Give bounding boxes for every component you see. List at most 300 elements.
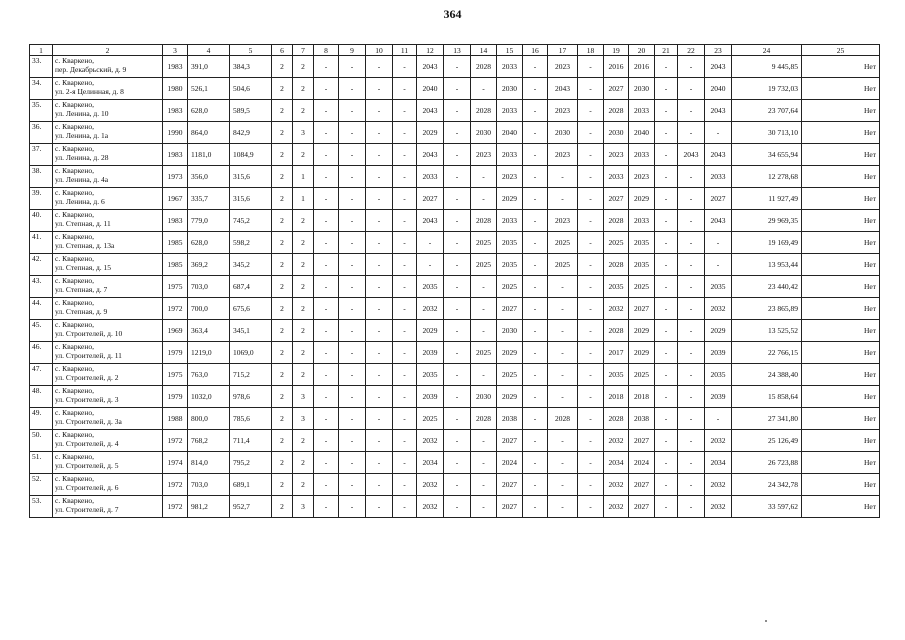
cell-col-9: - [339, 56, 366, 78]
column-number-cell: 13 [444, 45, 471, 56]
cell-col-8: - [314, 144, 339, 166]
cell-col-25: Нет [802, 452, 880, 474]
address-street: ул. Степная, д. 11 [55, 219, 111, 228]
cell-col-17: - [548, 342, 578, 364]
column-number-cell: 10 [366, 45, 393, 56]
cell-col-5: 711,4 [230, 430, 272, 452]
cell-col-15: 2030 [497, 78, 523, 100]
cell-col-24: 12 278,68 [732, 166, 802, 188]
cell-col-22: 2043 [678, 144, 705, 166]
cell-col-12: 2034 [417, 452, 444, 474]
cell-col-7: 2 [293, 452, 314, 474]
address-cell [53, 276, 163, 298]
cell-col-24: 23 865,89 [732, 298, 802, 320]
cell-col-4: 703,0 [188, 474, 230, 496]
cell-col-17: 2023 [548, 100, 578, 122]
cell-col-13: - [444, 364, 471, 386]
address-street: ул. Степная, д. 13а [55, 241, 115, 250]
cell-col-5: 978,6 [230, 386, 272, 408]
cell-col-15: 2033 [497, 100, 523, 122]
cell-col-25: Нет [802, 408, 880, 430]
cell-col-24: 26 723,88 [732, 452, 802, 474]
cell-col-3: 1983 [163, 56, 188, 78]
cell-col-25: Нет [802, 144, 880, 166]
cell-col-3: 1975 [163, 276, 188, 298]
cell-col-6: 2 [272, 298, 293, 320]
cell-col-3: 1967 [163, 188, 188, 210]
cell-col-10: - [366, 320, 393, 342]
cell-col-9: - [339, 474, 366, 496]
cell-col-20: 2035 [629, 254, 655, 276]
cell-col-19: 2032 [604, 298, 629, 320]
cell-col-21: - [655, 166, 678, 188]
table-row [30, 364, 880, 386]
cell-col-23: 2043 [705, 144, 732, 166]
cell-col-20: 2025 [629, 364, 655, 386]
table-row [30, 254, 880, 276]
cell-col-11: - [393, 364, 417, 386]
cell-col-3: 1988 [163, 408, 188, 430]
cell-col-24: 15 858,64 [732, 386, 802, 408]
cell-col-18: - [578, 452, 604, 474]
cell-col-12: - [417, 232, 444, 254]
address-settlement: с. Кваркено, [55, 188, 95, 197]
cell-col-12: 2043 [417, 100, 444, 122]
address-cell [53, 474, 163, 496]
column-number-cell: 9 [339, 45, 366, 56]
cell-col-14: 2023 [471, 144, 497, 166]
cell-col-20: 2024 [629, 452, 655, 474]
cell-col-19: 2035 [604, 276, 629, 298]
cell-col-5: 952,7 [230, 496, 272, 518]
cell-col-22: - [678, 364, 705, 386]
cell-col-23: - [705, 254, 732, 276]
cell-col-8: - [314, 100, 339, 122]
address-settlement: с. Кваркено, [55, 452, 95, 461]
cell-col-18: - [578, 78, 604, 100]
cell-col-14: 2028 [471, 210, 497, 232]
cell-col-16: - [523, 320, 548, 342]
cell-col-20: 2040 [629, 122, 655, 144]
address-settlement: с. Кваркено, [55, 320, 95, 329]
cell-col-17: - [548, 452, 578, 474]
cell-col-10: - [366, 342, 393, 364]
column-number-cell: 24 [732, 45, 802, 56]
cell-col-6: 2 [272, 188, 293, 210]
column-number-cell: 1 [30, 45, 53, 56]
cell-col-13: - [444, 452, 471, 474]
cell-col-10: - [366, 298, 393, 320]
page-number: 364 [443, 7, 462, 21]
cell-col-23: 2032 [705, 430, 732, 452]
cell-col-20: 2027 [629, 298, 655, 320]
cell-col-5: 384,3 [230, 56, 272, 78]
address-cell [53, 78, 163, 100]
cell-col-23: 2039 [705, 386, 732, 408]
address-street: ул. Строителей, д. 10 [55, 329, 123, 338]
cell-col-9: - [339, 188, 366, 210]
cell-col-8: - [314, 364, 339, 386]
cell-col-19: 2034 [604, 452, 629, 474]
cell-col-14: 2025 [471, 254, 497, 276]
table-row [30, 210, 880, 232]
cell-col-14: 2028 [471, 56, 497, 78]
cell-col-24: 30 713,10 [732, 122, 802, 144]
cell-col-8: - [314, 452, 339, 474]
cell-col-8: - [314, 474, 339, 496]
cell-col-5: 345,1 [230, 320, 272, 342]
cell-col-12: 2027 [417, 188, 444, 210]
cell-col-13: - [444, 166, 471, 188]
cell-col-6: 2 [272, 78, 293, 100]
address-settlement: с. Кваркено, [55, 56, 95, 65]
cell-col-18: - [578, 232, 604, 254]
row-number: 36. [30, 122, 53, 144]
cell-col-20: 2018 [629, 386, 655, 408]
row-number: 42. [30, 254, 53, 276]
table-body [30, 45, 880, 518]
cell-col-18: - [578, 144, 604, 166]
cell-col-12: 2035 [417, 276, 444, 298]
cell-col-13: - [444, 408, 471, 430]
cell-col-22: - [678, 452, 705, 474]
table-row [30, 408, 880, 430]
cell-col-19: 2032 [604, 474, 629, 496]
cell-col-21: - [655, 210, 678, 232]
address-street: ул. Строителей, д. 3а [55, 417, 122, 426]
cell-col-19: 2028 [604, 320, 629, 342]
cell-col-24: 23 440,42 [732, 276, 802, 298]
cell-col-3: 1985 [163, 254, 188, 276]
cell-col-6: 2 [272, 232, 293, 254]
address-street: ул. Строителей, д. 2 [55, 373, 119, 382]
cell-col-9: - [339, 100, 366, 122]
cell-col-5: 785,6 [230, 408, 272, 430]
cell-col-14: 2028 [471, 408, 497, 430]
cell-col-18: - [578, 100, 604, 122]
cell-col-25: Нет [802, 254, 880, 276]
cell-col-8: - [314, 408, 339, 430]
cell-col-11: - [393, 188, 417, 210]
cell-col-12: 2032 [417, 474, 444, 496]
cell-col-17: - [548, 496, 578, 518]
cell-col-4: 363,4 [188, 320, 230, 342]
cell-col-5: 689,1 [230, 474, 272, 496]
cell-col-21: - [655, 254, 678, 276]
cell-col-18: - [578, 188, 604, 210]
cell-col-12: 2043 [417, 144, 444, 166]
cell-col-24: 19 732,03 [732, 78, 802, 100]
address-settlement: с. Кваркено, [55, 210, 95, 219]
cell-col-15: 2025 [497, 276, 523, 298]
cell-col-16: - [523, 342, 548, 364]
cell-col-15: 2030 [497, 320, 523, 342]
row-number: 46. [30, 342, 53, 364]
cell-col-20: 2035 [629, 232, 655, 254]
cell-col-5: 745,2 [230, 210, 272, 232]
cell-col-16: - [523, 254, 548, 276]
address-settlement: с. Кваркено, [55, 298, 95, 307]
address-street: ул. Степная, д. 7 [55, 285, 108, 294]
cell-col-3: 1975 [163, 364, 188, 386]
cell-col-17: - [548, 188, 578, 210]
cell-col-15: 2033 [497, 210, 523, 232]
cell-col-21: - [655, 430, 678, 452]
cell-col-14: - [471, 276, 497, 298]
cell-col-10: - [366, 254, 393, 276]
row-number: 38. [30, 166, 53, 188]
column-number-cell: 3 [163, 45, 188, 56]
cell-col-25: Нет [802, 298, 880, 320]
cell-col-14: - [471, 78, 497, 100]
cell-col-13: - [444, 232, 471, 254]
cell-col-5: 589,5 [230, 100, 272, 122]
row-number: 37. [30, 144, 53, 166]
cell-col-25: Нет [802, 122, 880, 144]
cell-col-4: 526,1 [188, 78, 230, 100]
cell-col-19: 2028 [604, 210, 629, 232]
cell-col-3: 1974 [163, 452, 188, 474]
cell-col-18: - [578, 386, 604, 408]
cell-col-23: 2032 [705, 298, 732, 320]
cell-col-12: 2032 [417, 430, 444, 452]
column-number-cell: 12 [417, 45, 444, 56]
cell-col-15: 2038 [497, 408, 523, 430]
cell-col-20: 2025 [629, 276, 655, 298]
cell-col-9: - [339, 364, 366, 386]
cell-col-24: 19 169,49 [732, 232, 802, 254]
row-number: 40. [30, 210, 53, 232]
cell-col-18: - [578, 364, 604, 386]
cell-col-25: Нет [802, 276, 880, 298]
cell-col-11: - [393, 386, 417, 408]
address-street: ул. 2-я Целинная, д. 8 [55, 87, 124, 96]
cell-col-5: 345,2 [230, 254, 272, 276]
address-settlement: с. Кваркено, [55, 100, 95, 109]
cell-col-21: - [655, 276, 678, 298]
table-row [30, 232, 880, 254]
cell-col-21: - [655, 320, 678, 342]
column-number-cell: 23 [705, 45, 732, 56]
cell-col-22: - [678, 78, 705, 100]
column-number-cell: 4 [188, 45, 230, 56]
cell-col-12: 2029 [417, 320, 444, 342]
cell-col-4: 800,0 [188, 408, 230, 430]
cell-col-25: Нет [802, 342, 880, 364]
cell-col-20: 2033 [629, 144, 655, 166]
cell-col-22: - [678, 56, 705, 78]
cell-col-3: 1973 [163, 166, 188, 188]
cell-col-10: - [366, 408, 393, 430]
row-number: 39. [30, 188, 53, 210]
cell-col-10: - [366, 210, 393, 232]
cell-col-14: 2030 [471, 122, 497, 144]
cell-col-8: - [314, 320, 339, 342]
cell-col-14: 2025 [471, 232, 497, 254]
cell-col-18: - [578, 210, 604, 232]
cell-col-18: - [578, 320, 604, 342]
cell-col-25: Нет [802, 100, 880, 122]
column-number-cell: 22 [678, 45, 705, 56]
cell-col-13: - [444, 100, 471, 122]
cell-col-11: - [393, 452, 417, 474]
cell-col-20: 2029 [629, 188, 655, 210]
cell-col-18: - [578, 166, 604, 188]
cell-col-13: - [444, 298, 471, 320]
cell-col-19: 2027 [604, 188, 629, 210]
cell-col-17: - [548, 166, 578, 188]
table-row [30, 276, 880, 298]
cell-col-10: - [366, 100, 393, 122]
address-settlement: с. Кваркено, [55, 474, 95, 483]
cell-col-6: 2 [272, 210, 293, 232]
cell-col-7: 2 [293, 100, 314, 122]
cell-col-19: 2032 [604, 430, 629, 452]
cell-col-25: Нет [802, 496, 880, 518]
cell-col-16: - [523, 364, 548, 386]
address-cell [53, 56, 163, 78]
cell-col-14: - [471, 452, 497, 474]
cell-col-23: 2043 [705, 56, 732, 78]
column-number-cell: 17 [548, 45, 578, 56]
housing-registry-table [29, 44, 880, 518]
cell-col-7: 2 [293, 144, 314, 166]
cell-col-8: - [314, 430, 339, 452]
cell-col-23: - [705, 232, 732, 254]
address-settlement: с. Кваркено, [55, 342, 95, 351]
cell-col-7: 2 [293, 320, 314, 342]
cell-col-7: 2 [293, 430, 314, 452]
cell-col-3: 1972 [163, 496, 188, 518]
cell-col-11: - [393, 210, 417, 232]
table-row [30, 496, 880, 518]
cell-col-22: - [678, 496, 705, 518]
address-cell [53, 188, 163, 210]
cell-col-22: - [678, 210, 705, 232]
cell-col-18: - [578, 56, 604, 78]
cell-col-16: - [523, 276, 548, 298]
cell-col-23: 2027 [705, 188, 732, 210]
cell-col-17: - [548, 386, 578, 408]
address-street: ул. Строителей, д. 11 [55, 351, 122, 360]
cell-col-19: 2016 [604, 56, 629, 78]
cell-col-6: 2 [272, 166, 293, 188]
cell-col-9: - [339, 386, 366, 408]
column-number-cell: 21 [655, 45, 678, 56]
cell-col-25: Нет [802, 56, 880, 78]
row-number: 41. [30, 232, 53, 254]
row-number: 33. [30, 56, 53, 78]
cell-col-21: - [655, 342, 678, 364]
cell-col-12: 2032 [417, 298, 444, 320]
cell-col-3: 1983 [163, 100, 188, 122]
cell-col-8: - [314, 210, 339, 232]
cell-col-25: Нет [802, 386, 880, 408]
cell-col-12: 2043 [417, 56, 444, 78]
table-row [30, 342, 880, 364]
address-street: пер. Декабрьский, д. 9 [55, 65, 127, 74]
cell-col-20: 2033 [629, 210, 655, 232]
cell-col-8: - [314, 254, 339, 276]
cell-col-12: 2035 [417, 364, 444, 386]
address-street: ул. Ленина, д. 6 [55, 197, 105, 206]
cell-col-12: 2039 [417, 386, 444, 408]
cell-col-5: 1069,0 [230, 342, 272, 364]
cell-col-3: 1983 [163, 210, 188, 232]
cell-col-11: - [393, 320, 417, 342]
cell-col-5: 687,4 [230, 276, 272, 298]
cell-col-22: - [678, 122, 705, 144]
cell-col-13: - [444, 386, 471, 408]
cell-col-7: 2 [293, 276, 314, 298]
column-number-cell: 19 [604, 45, 629, 56]
cell-col-19: 2028 [604, 100, 629, 122]
cell-col-4: 1219,0 [188, 342, 230, 364]
cell-col-15: 2024 [497, 452, 523, 474]
cell-col-15: 2023 [497, 166, 523, 188]
column-number-cell: 6 [272, 45, 293, 56]
cell-col-13: - [444, 474, 471, 496]
cell-col-13: - [444, 122, 471, 144]
cell-col-8: - [314, 298, 339, 320]
cell-col-10: - [366, 56, 393, 78]
cell-col-13: - [444, 276, 471, 298]
address-cell [53, 452, 163, 474]
cell-col-16: - [523, 386, 548, 408]
cell-col-4: 768,2 [188, 430, 230, 452]
cell-col-14: 2030 [471, 386, 497, 408]
cell-col-18: - [578, 254, 604, 276]
cell-col-17: - [548, 364, 578, 386]
cell-col-19: 2027 [604, 78, 629, 100]
cell-col-18: - [578, 408, 604, 430]
cell-col-11: - [393, 122, 417, 144]
cell-col-5: 715,2 [230, 364, 272, 386]
cell-col-17: - [548, 276, 578, 298]
address-street: ул. Степная, д. 9 [55, 307, 108, 316]
cell-col-20: 2027 [629, 430, 655, 452]
cell-col-24: 27 341,80 [732, 408, 802, 430]
cell-col-7: 2 [293, 342, 314, 364]
cell-col-13: - [444, 496, 471, 518]
cell-col-23: - [705, 122, 732, 144]
cell-col-3: 1983 [163, 144, 188, 166]
cell-col-9: - [339, 342, 366, 364]
cell-col-10: - [366, 144, 393, 166]
cell-col-6: 2 [272, 342, 293, 364]
row-number: 50. [30, 430, 53, 452]
cell-col-3: 1969 [163, 320, 188, 342]
address-cell [53, 100, 163, 122]
cell-col-23: 2043 [705, 100, 732, 122]
cell-col-22: - [678, 320, 705, 342]
cell-col-25: Нет [802, 430, 880, 452]
cell-col-4: 628,0 [188, 100, 230, 122]
cell-col-17: 2043 [548, 78, 578, 100]
cell-col-15: 2027 [497, 474, 523, 496]
cell-col-6: 2 [272, 430, 293, 452]
cell-col-4: 981,2 [188, 496, 230, 518]
cell-col-16: - [523, 166, 548, 188]
cell-col-16: - [523, 78, 548, 100]
address-cell [53, 166, 163, 188]
cell-col-14: - [471, 364, 497, 386]
cell-col-6: 2 [272, 100, 293, 122]
cell-col-6: 2 [272, 496, 293, 518]
cell-col-11: - [393, 78, 417, 100]
cell-col-17: - [548, 474, 578, 496]
cell-col-7: 1 [293, 188, 314, 210]
